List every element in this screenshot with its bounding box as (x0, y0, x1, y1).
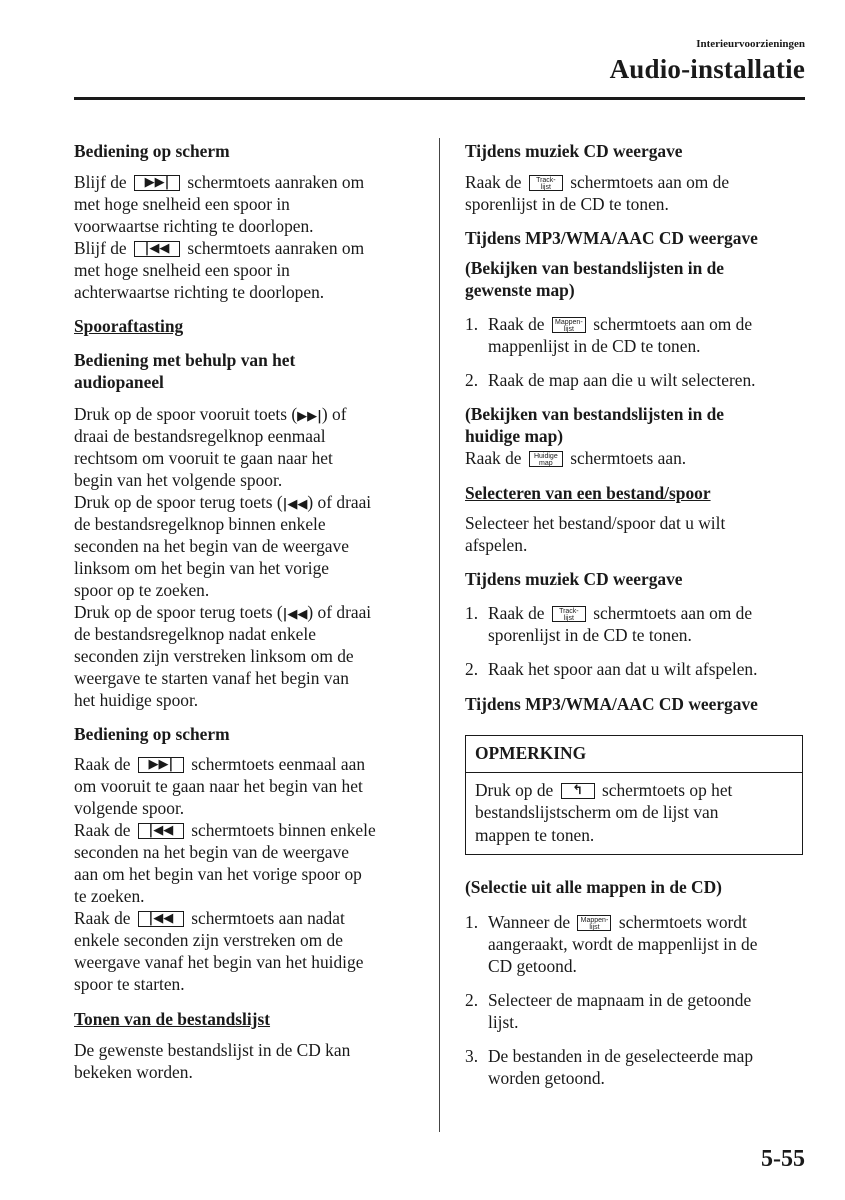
list-item (465, 602, 810, 624)
text: schermtoets aan nadat (191, 908, 345, 928)
heading-muziek-cd: Tijdens muziek CD weergave (465, 141, 683, 161)
heading-mp3-cd: Tijdens MP3/WMA/AAC CD weergave (465, 228, 758, 248)
text: schermtoets aanraken om (187, 172, 365, 192)
paragraph-line: seconden na het begin van de weergave (74, 536, 349, 556)
text: Raak de (74, 754, 131, 774)
heading-muziek-cd: Tijdens muziek CD weergave (465, 569, 683, 589)
list-item (465, 989, 810, 1011)
text: Druk op de (475, 780, 554, 800)
text: ) of (321, 404, 347, 424)
list-number: 2. (465, 990, 479, 1010)
section-label: Interieurvoorzieningen (696, 38, 805, 50)
heading-alle-mappen: (Selectie uit alle mappen in de CD) (465, 877, 722, 897)
paragraph-line (74, 907, 424, 929)
subheading-selecteren-bestand: Selecteren van een bestand/spoor (465, 483, 711, 503)
previous-track-key-icon (138, 823, 184, 839)
paragraph-line: draai de bestandsregelknop eenmaal (74, 426, 326, 446)
note-line (475, 779, 794, 801)
next-track-glyph: ▶▶| (148, 757, 174, 772)
text: Raak de (465, 172, 522, 192)
paragraph-line: enkele seconden zijn verstreken om de (74, 930, 343, 950)
previous-track-glyph: |◀◀ (144, 241, 170, 256)
paragraph-line: seconden zijn verstreken linksom om de (74, 646, 354, 666)
text: Raak de (74, 908, 131, 928)
paragraph-line: voorwaartse richting te doorlopen. (74, 216, 314, 236)
previous-track-glyph: |◀◀ (148, 911, 174, 926)
list-item (465, 911, 810, 933)
text: schermtoets aanraken om (187, 238, 365, 258)
paragraph-line: De gewenste bestandslijst in de CD kan (74, 1040, 351, 1060)
paragraph-line: het huidige spoor. (74, 690, 199, 710)
back-key-icon (561, 783, 595, 799)
paragraph-line: spoor op te zoeken. (74, 580, 210, 600)
paragraph-line: seconden na het begin van de weergave (74, 842, 349, 862)
previous-track-key-icon (138, 911, 184, 927)
heading-bediening-op-scherm: Bediening op scherm (74, 724, 230, 744)
folder-list-label: Mappen- lijst (580, 917, 609, 931)
paragraph-line: de bestandsregelknop binnen enkele (74, 514, 326, 534)
paragraph-line: volgende spoor. (74, 798, 185, 818)
text: schermtoets eenmaal aan (191, 754, 366, 774)
paragraph-line: te zoeken. (74, 886, 145, 906)
current-folder-key-icon (529, 451, 563, 467)
heading-huidige-map: huidige map) (465, 426, 564, 446)
paragraph-line: weergave vanaf het begin van het huidige (74, 952, 364, 972)
previous-track-icon: |◀◀ (282, 497, 308, 512)
paragraph-line: met hoge snelheid een spoor in (74, 194, 290, 214)
note-title: OPMERKING (475, 743, 587, 763)
text: Wanneer de (488, 912, 571, 932)
list-number: 1. (465, 912, 479, 932)
subheading-tonen-bestandslijst: Tonen van de bestandslijst (74, 1009, 271, 1029)
text: ) of draai (307, 492, 372, 512)
list-number: 2. (465, 659, 479, 679)
previous-track-icon: |◀◀ (282, 607, 308, 622)
text: Druk op de spoor vooruit toets ( (74, 404, 298, 424)
text: Selecteer de mapnaam in de getoonde (488, 990, 752, 1010)
previous-track-glyph: |◀◀ (148, 823, 174, 838)
paragraph-line: om vooruit te gaan naar het begin van het (74, 776, 363, 796)
list-item-continuation: mappenlijst in de CD te tonen. (488, 336, 701, 356)
paragraph-line: bekeken worden. (74, 1062, 193, 1082)
heading-gewenste-map: (Bekijken van bestandslijsten in de (465, 258, 724, 278)
text: De bestanden in de geselecteerde map (488, 1046, 754, 1066)
list-number: 1. (465, 603, 479, 623)
text: schermtoets binnen enkele (191, 820, 376, 840)
text: schermtoets aan. (570, 448, 687, 468)
paragraph-line: Selecteer het bestand/spoor dat u wilt (465, 513, 726, 533)
text: Raak de (74, 820, 131, 840)
text: Raak de (488, 314, 545, 334)
track-list-key-icon (529, 175, 563, 191)
paragraph-line: begin van het volgende spoor. (74, 470, 283, 490)
paragraph-line: afspelen. (465, 535, 528, 555)
note-header (466, 736, 802, 773)
list-item (465, 313, 810, 335)
list-number: 1. (465, 314, 479, 334)
text: Raak de map aan die u wilt selecteren. (488, 370, 756, 390)
next-track-icon: ▶▶| (297, 409, 322, 424)
paragraph-line: met hoge snelheid een spoor in (74, 260, 290, 280)
paragraph-line: linksom om het begin van het vorige (74, 558, 330, 578)
text: ) of draai (307, 602, 372, 622)
paragraph-line (74, 753, 424, 775)
heading-audiopaneel: Bediening met behulp van het (74, 350, 296, 370)
note-box (465, 735, 803, 855)
next-track-key-icon (138, 757, 184, 773)
chapter-title: Audio-installatie (609, 54, 805, 84)
paragraph-line: aan om het begin van het vorige spoor op (74, 864, 362, 884)
paragraph-line (465, 171, 810, 193)
list-item (465, 1045, 810, 1067)
heading-huidige-map: (Bekijken van bestandslijsten in de (465, 404, 724, 424)
list-number: 3. (465, 1046, 479, 1066)
paragraph-line (74, 171, 424, 193)
list-item-continuation: aangeraakt, wordt de mappenlijst in de (488, 934, 758, 954)
text: Druk op de spoor terug toets ( (74, 492, 283, 512)
folder-list-key-icon (577, 915, 611, 931)
paragraph-line: de bestandsregelknop nadat enkele (74, 624, 316, 644)
list-item (465, 658, 810, 680)
text: Blijf de (74, 172, 127, 192)
text: schermtoets aan om de (570, 172, 730, 192)
paragraph-line (465, 447, 810, 469)
subheading-spooraftasting: Spooraftasting (74, 316, 184, 336)
text: schermtoets wordt (618, 912, 747, 932)
note-line: mappen te tonen. (475, 824, 595, 845)
paragraph-line: rechtsom om vooruit te gaan naar het (74, 448, 333, 468)
text: Blijf de (74, 238, 127, 258)
heading-gewenste-map: gewenste map) (465, 280, 575, 300)
heading-bediening-op-scherm: Bediening op scherm (74, 141, 230, 161)
text: schermtoets aan om de (593, 314, 753, 334)
next-track-key-icon (134, 175, 180, 191)
paragraph-line: weergave te starten vanaf het begin van (74, 668, 349, 688)
current-folder-label: Huidige map (533, 453, 558, 467)
page-number: 5-55 (761, 1146, 805, 1172)
text: Raak de (465, 448, 522, 468)
paragraph-line (74, 819, 424, 841)
paragraph-line: sporenlijst in de CD te tonen. (465, 194, 669, 214)
folder-list-label: Mappen- lijst (555, 319, 583, 333)
list-item (465, 369, 810, 391)
back-glyph: ↰ (572, 783, 584, 798)
text: Raak het spoor aan dat u wilt afspelen. (488, 659, 758, 679)
list-item-continuation: worden getoond. (488, 1068, 605, 1088)
track-list-key-icon (552, 606, 586, 622)
paragraph-line (74, 237, 424, 259)
header-rule (74, 97, 805, 100)
track-list-label: Track- lijst (559, 608, 579, 622)
list-item-continuation: CD getoond. (488, 956, 577, 976)
paragraph-line: spoor te starten. (74, 974, 185, 994)
text: Druk op de spoor terug toets ( (74, 602, 283, 622)
text: Raak de (488, 603, 545, 623)
folder-list-key-icon (552, 317, 586, 333)
text: schermtoets aan om de (593, 603, 753, 623)
paragraph-line: achterwaartse richting te doorlopen. (74, 282, 325, 302)
track-list-label: Track- lijst (536, 177, 556, 191)
list-number: 2. (465, 370, 479, 390)
list-item-continuation: sporenlijst in de CD te tonen. (488, 625, 692, 645)
list-item-continuation: lijst. (488, 1012, 519, 1032)
heading-mp3-cd: Tijdens MP3/WMA/AAC CD weergave (465, 694, 758, 714)
heading-audiopaneel: audiopaneel (74, 372, 164, 392)
note-body (475, 779, 794, 846)
next-track-glyph: ▶▶| (144, 175, 170, 190)
note-line: bestandslijstscherm om de lijst van (475, 802, 719, 823)
text: schermtoets op het (601, 780, 733, 800)
previous-track-key-icon (134, 241, 180, 257)
column-divider (439, 138, 440, 1132)
